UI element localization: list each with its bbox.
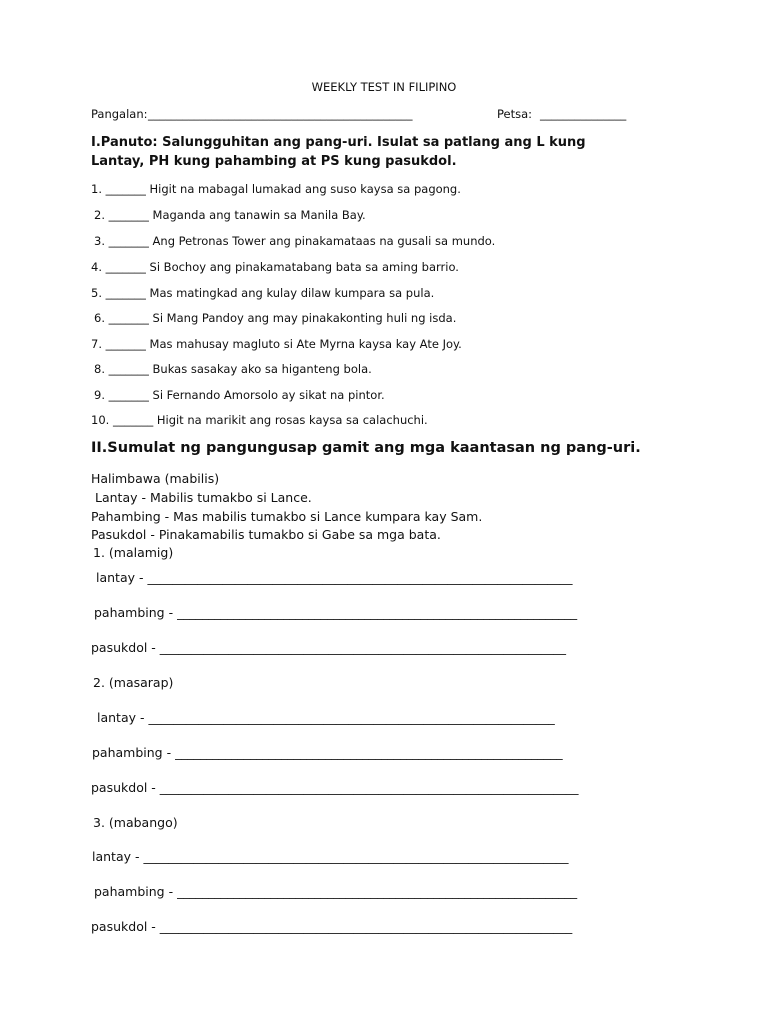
- question-item: 2. _______ Maganda ang tanawin sa Manila Bay.: [94, 208, 366, 222]
- name-field[interactable]: ______________________________________________: [148, 107, 413, 121]
- question-item: 1. _______ Higit na mabagal lumakad ang suso kaysa sa pagong.: [91, 182, 461, 196]
- example-pasukdol: Pasukdol - Pinakamabilis tumakbo si Gabe sa mga bata.: [91, 527, 441, 542]
- date-label: Petsa:: [497, 107, 533, 121]
- example-lantay: Lantay - Mabilis tumakbo si Lance.: [95, 490, 312, 505]
- answer-line-pasukdol[interactable]: pasukdol - _________________________________________________________________: [91, 640, 567, 655]
- document-title: WEEKLY TEST IN FILIPINO: [311, 80, 457, 94]
- answer-line-pahambing[interactable]: pahambing - ______________________________________________________________: [92, 745, 563, 760]
- question-item: 5. _______ Mas matingkad ang kulay dilaw kumpara sa pula.: [91, 286, 435, 300]
- answer-line-pahambing[interactable]: pahambing - ________________________________________________________________: [94, 605, 578, 620]
- question-item: 8. _______ Bukas sasakay ako sa higanteng bola.: [94, 362, 372, 376]
- answer-line-pahambing[interactable]: pahambing - ________________________________________________________________: [94, 884, 578, 899]
- question-item: 4. _______ Si Bochoy ang pinakamatabang bata sa aming barrio.: [91, 260, 459, 274]
- answer-line-lantay[interactable]: lantay - ____________________________________________________________________: [96, 570, 573, 585]
- answer-line-lantay[interactable]: lantay - _________________________________________________________________: [97, 710, 555, 725]
- date-field[interactable]: _______________: [540, 107, 627, 121]
- part2-heading: II.Sumulat ng pangungusap gamit ang mga kaantasan ng pang-uri.: [91, 440, 641, 456]
- answer-line-lantay[interactable]: lantay - ____________________________________________________________________: [92, 849, 569, 864]
- question-item: 10. _______ Higit na marikit ang rosas kaysa sa calachuchi.: [91, 413, 428, 427]
- answer-line-pasukdol[interactable]: pasukdol - ___________________________________________________________________: [91, 780, 579, 795]
- question-item: 3. _______ Ang Petronas Tower ang pinakamataas na gusali sa mundo.: [94, 234, 496, 248]
- example-label: Halimbawa (mabilis): [91, 471, 220, 486]
- question-label: 2. (masarap): [93, 675, 174, 690]
- part1-instruction: I.Panuto: Salungguhitan ang pang-uri. Isulat sa patlang ang L kung Lantay, PH kung pahambing at PS kung pasukdol.: [91, 135, 586, 169]
- question-label: 1. (malamig): [93, 545, 174, 560]
- question-item: 7. _______ Mas mahusay magluto si Ate Myrna kaysa kay Ate Joy.: [91, 337, 462, 351]
- name-label: Pangalan:: [91, 107, 148, 121]
- answer-line-pasukdol[interactable]: pasukdol - __________________________________________________________________: [91, 919, 573, 934]
- question-item: 6. _______ Si Mang Pandoy ang may pinakakonting huli ng isda.: [94, 311, 457, 325]
- question-label: 3. (mabango): [93, 815, 178, 830]
- question-item: 9. _______ Si Fernando Amorsolo ay sikat na pintor.: [94, 388, 385, 402]
- example-pahambing: Pahambing - Mas mabilis tumakbo si Lance kumpara kay Sam.: [91, 509, 483, 524]
